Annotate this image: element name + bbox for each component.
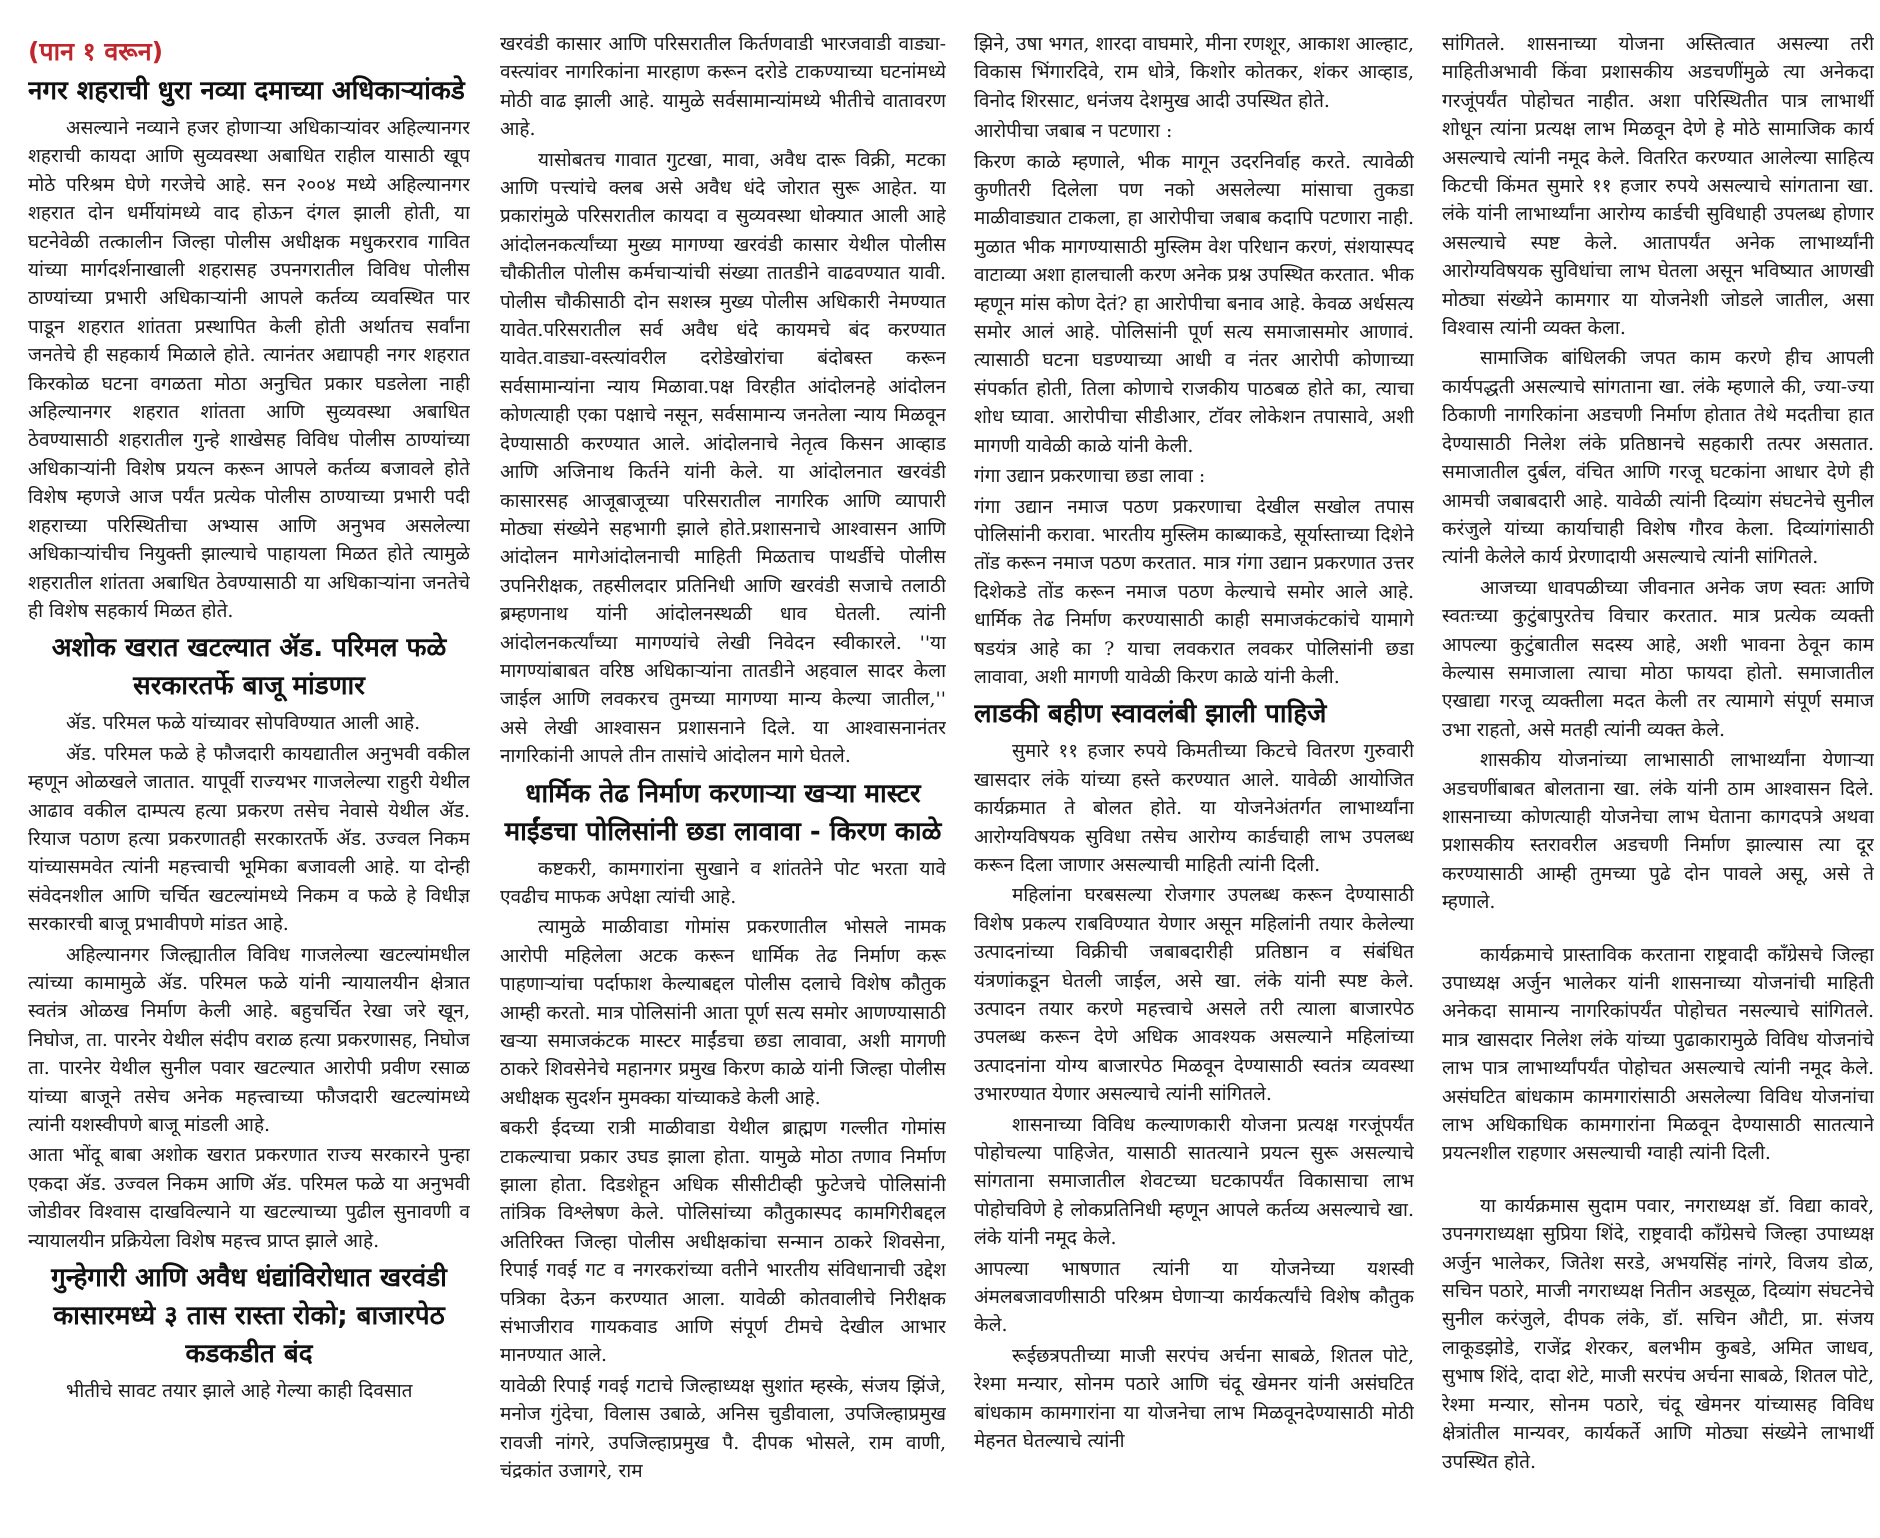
paragraph: यासोबतच गावात गुटखा, मावा, अवैध दारू विक्री, मटका आणि पत्त्यांचे क्लब असे अवैध धंदे जोरात सुरू आहेत. या प्रकारांमुळे परिसरातील कायदा व सुव्यवस्था धोक्यात आली आहे आंदोलनकर्त्यांच्या मुख्य मागण्या खरवंडी कासार येथील पोलीस चौकीतील पोलीस कर्मचाऱ्यांची संख्या तातडीने वाढवण्यात यावी. पोलीस चौकीसाठी दोन सशस्त्र मुख्य पोलीस अधिकारी नेमण्यात यावेत.परिसरातील सर्व अवैध धंदे कायमचे बंद करण्यात यावेत.वाड्या-वस्त्यांवरील दरोडेखोरांचा बंदोबस्त करून सर्वसामान्यांना न्याय मिळावा.पक्ष विरहीत आंदोलनहे आंदोलन कोणत्याही एका पक्षाचे नसून, सर्वसामान्य जनतेला न्याय मिळवून देण्यासाठी करण्यात आले. आंदोलनाचे नेतृत्व किसन आव्हाड आणि अजिनाथ किर्तने यांनी केले. या आंदोलनात खरवंडी कासारसह आजूबाजूच्या परिसरातील नागरिक आणि व्यापारी मोठ्या संख्येने सहभागी झाले होते.प्रशासनाचे आश्वासन आणि आंदोलन मागेआंदोलनाची माहिती मिळताच पाथर्डीचे पोलीस उपनिरीक्षक, तहसीलदार प्रतिनिधी आणि खरवंडी सजाचे तलाठी ब्रम्हणनाथ यांनी आंदोलनस्थळी धाव घेतली. त्यांनी आंदोलनकर्त्यांच्या मागण्यांचे लेखी निवेदन स्वीकारले. ''या मागण्यांबाबत वरिष्ठ अधिकाऱ्यांना तातडीने अहवाल सादर केला जाईल आणि लवकरच तुमच्या मागण्या मान्य केल्या जातील,'' असे लेखी आश्वासन प्रशासनाने दिले. या आश्वासनानंतर नागरिकांनी आपले तीन तासांचे आंदोलन मागे घेतले. [500, 148, 946, 768]
paragraph: शासनाच्या विविध कल्याणकारी योजना प्रत्यक्ष गरजूंपर्यंत पोहोचल्या पाहिजेत, यासाठी सातत्याने प्रयत्न सुरू असल्याचे सांगताना समाजातील शेवटच्या घटकापर्यंत विकासाचा लाभ पोहोचविणे हे लोकप्रतिनिधी म्हणून आपले कर्तव्य असल्याचे खा. लंके यांनी नमूद केले. [974, 1113, 1414, 1250]
paragraph: किरण काळे म्हणाले, भीक मागून उदरनिर्वाह करते. त्यावेळी कुणीतरी दिलेला पण नको असलेल्या मांसाचा तुकडा माळीवाड्यात टाकला, हा आरोपीचा जबाब कदापि पटणारा नाही. मुळात भीक मागण्यासाठी मुस्लिम वेश परिधान करणं, संशयास्पद वाटाव्या अशा हालचाली करण अनेक प्रश्न उपस्थित करतात. भीक म्हणून मांस कोण देतं? हा आरोपीचा बनाव आहे. केवळ अर्धसत्य समोर आलं आहे. पोलिसांनी पूर्ण सत्य समाजासमोर आणावं. त्यासाठी घटना घडण्याच्या आधी व नंतर आरोपी कोणाच्या संपर्कात होती, तिला कोणाचे राजकीय पाठबळ होते का, त्याचा शोध घ्यावा. आरोपीचा सीडीआर, टॉवर लोकेशन तपासावे, अशी मागणी यावेळी काळे यांनी केली. [974, 150, 1414, 457]
paragraph: बकरी ईदच्या रात्री माळीवाडा येथील ब्राह्मण गल्लीत गोमांस टाकल्याचा प्रकार उघड झाला होता. यामुळे मोठा तणाव निर्माण झाला होता. दिडशेहून अधिक सीसीटीव्ही फुटेजचे पोलिसांनी तांत्रिक विश्लेषण केले. पोलिसांच्या कौतुकास्पद कामगिरीबद्दल अतिरिक्त जिल्हा पोलीस अधीक्षकांचा सन्मान ठाकरे शिवसेना, रिपाई गवई गट व नगरकरांच्या वतीने भारतीय संविधानाची उद्देश पत्रिका देऊन करण्यात आला. यावेळी कोतवालीचे निरीक्षक संभाजीराव गायकवाड आणि संपूर्ण टीमचे देखील आभार मानण्यात आले. [500, 1117, 946, 1367]
subheading: आरोपीचा जबाब न पटणारा : [974, 120, 1173, 143]
paragraph: असल्याने नव्याने हजर होणाऱ्या अधिकाऱ्यांवर अहिल्यानगर शहराची कायदा आणि सुव्यवस्था अबाधित राहील यासाठी खूप मोठे परिश्रम घेणे गरजेचे आहे. सन २००४ मध्ये अहिल्यानगर शहरात दोन धर्मीयांमध्ये वाद होऊन दंगल झाली होती, या घटनेवेळी तत्कालीन जिल्हा पोलीस अधीक्षक मधुकरराव गावित यांच्या मार्गदर्शनाखाली शहरासह उपनगरातील विविध पोलीस ठाण्यांच्या प्रभारी अधिकाऱ्यांनी आपले कर्तव्य व्यवस्थित पार पाडून शहरात शांतता प्रस्थापित केली होती अर्थातच सर्वांना जनतेचे ही सहकार्य मिळाले होते. त्यानंतर अद्यापही नगर शहरात किरकोळ घटना वगळता मोठा अनुचित प्रकार घडलेला नाही अहिल्यानगर शहरात शांतता आणि सुव्यवस्था अबाधित ठेवण्यासाठी शहरातील गुन्हे शाखेसह विविध पोलीस ठाण्यांच्या अधिकाऱ्यांनी विशेष प्रयत्न करून आपले कर्तव्य बजावले होते विशेष म्हणजे आज पर्यंत प्रत्येक पोलीस ठाण्याच्या प्रभारी पदी शहराच्या परिस्थितीचा अभ्यास आणि अनुभव असलेल्या अधिकाऱ्यांचीच नियुक्ती झाल्याचे पाहायला मिळत होते त्यामुळे शहरातील शांतता अबाधित ठेवण्यासाठी या अधिकाऱ्यांना जनतेचे ही विशेष सहकार्य मिळत होते. [28, 117, 470, 622]
paragraph: खरवंडी कासार आणि परिसरातील किर्तणवाडी भारजवाडी वाड्या-वस्त्यांवर नागरिकांना मारहाण करून दरोडे टाकण्याच्या घटनांमध्ये मोठी वाढ झाली आहे. यामुळे सर्वसामान्यांमध्ये भीतीचे वातावरण आहे. [500, 33, 946, 141]
paragraph: यावेळी रिपाई गवई गटाचे जिल्हाध्यक्ष सुशांत म्हस्के, संजय झिंजे, मनोज गुंदेचा, विलास उबाळे, अनिस चुडीवाला, उपजिल्हाप्रमुख रावजी नांगरे, उपजिल्हाप्रमुख पै. दीपक भोसले, राम वाणी, चंद्रकांत उजागरे, राम [500, 1374, 946, 1483]
paragraph: झिने, उषा भगत, शारदा वाघमारे, मीना रणशूर, आकाश आल्हाट, विकास भिंगारदिवे, राम धोत्रे, किशोर कोतकर, शंकर आव्हाड, विनोद शिरसाट, धनंजय देशमुख आदी उपस्थित होते. [974, 33, 1414, 112]
paragraph: आपल्या भाषणात त्यांनी या योजनेच्या यशस्वी अंमलबजावणीसाठी परिश्रम घेणाऱ्या कार्यकर्त्यांचे विशेष कौतुक केले. [974, 1257, 1414, 1337]
column-4 [1442, 30, 1874, 1530]
paragraph: ॲड. परिमल फळे यांच्यावर सोपविण्यात आली आहे. [66, 712, 421, 735]
column-2 [500, 30, 946, 1530]
paragraph: आता भोंदू बाबा अशोक खरात प्रकरणात राज्य सरकारने पुन्हा एकदा ॲड. उज्वल निकम आणि ॲड. परिमल फळे या अनुभवी जोडीवर विश्वास दाखविल्याने या खटल्याच्या पुढील सुनावणी व न्यायालयीन प्रक्रियेला विशेष महत्त्व प्राप्त झाले आहे. [28, 1144, 470, 1252]
spacer [1442, 1170, 1874, 1192]
paragraph: शासकीय योजनांच्या लाभासाठी लाभार्थ्यांना येणाऱ्या अडचणींबाबत बोलताना खा. लंके यांनी ठाम आश्वासन दिले. शासनाच्या कोणत्याही योजनेचा लाभ घेताना कागदपत्रे अथवा प्रशासकीय स्तरावरील अडचणी निर्माण झाल्यास त्या दूर करण्यासाठी आम्ही तुमच्या पुढे दोन पावले असू, असे ते म्हणाले. [1442, 749, 1874, 914]
paragraph: अहिल्यानगर जिल्ह्यातील विविध गाजलेल्या खटल्यांमधील त्यांच्या कामामुळे ॲड. परिमल फळे यांनी न्यायालयीन क्षेत्रात स्वतंत्र ओळख निर्माण केली आहे. बहुचर्चित रेखा जरे खून, निघोज, ता. पारनेर येथील संदीप वराळ हत्या प्रकरणासह, निघोज ता. पारनेर येथील सुनील पवार खटल्यात आरोपी प्रवीण रसाळ यांच्या बाजूने तसेच अनेक महत्त्वाच्या फौजदारी खटल्यांमध्ये त्यांनी यशस्वीपणे बाजू मांडली आहे. [28, 943, 470, 1136]
headline-mastermind: धार्मिक तेढ निर्माण करणाऱ्या खऱ्या मास्टर माईंडचा पोलिसांनी छडा लावावा - किरण काळे [504, 778, 942, 847]
paragraph: सामाजिक बांधिलकी जपत काम करणे हीच आपली कार्यपद्धती असल्याचे सांगताना खा. लंके म्हणाले की, ज्या-ज्या ठिकाणी नागरिकांना अडचणी निर्माण होतात तेथे मदतीचा हात देण्यासाठी निलेश लंके प्रतिष्ठानचे सहकारी तत्पर असतात. समाजातील दुर्बल, वंचित आणि गरजू घटकांना आधार देणे ही आमची जबाबदारी आहे. यावेळी त्यांनी दिव्यांग संघटनेचे सुनील करंजुले यांच्या कार्याचाही विशेष गौरव केला. दिव्यांगांसाठी त्यांनी केलेले कार्य प्रेरणादायी असल्याचे त्यांनी सांगितले. [1442, 347, 1874, 569]
headline-ladki-bahin: लाडकी बहीण स्वावलंबी झाली पाहिजे [974, 699, 1327, 730]
paragraph: कष्टकरी, कामगारांना सुखाने व शांततेने पोट भरता यावे एवढीच माफक अपेक्षा त्यांची आहे. [500, 857, 946, 908]
paragraph: या कार्यक्रमास सुदाम पवार, नगराध्यक्ष डॉ. विद्या कावरे, उपनगराध्यक्षा सुप्रिया शिंदे, राष्ट्रवादी काँग्रेसचे जिल्हा उपाध्यक्ष अर्जुन भालेकर, जितेश सरडे, अभयसिंह नांगरे, विजय डोळ, सचिन पठारे, माजी नगराध्यक्ष नितीन अडसूळ, दिव्यांग संघटनेचे सुनील करंजुले, दीपक लंके, डॉ. सचिन औटी, प्रा. संजय लाकूडझोडे, राजेंद्र शेरकर, बलभीम कुबडे, अमित जाधव, सुभाष शिंदे, दादा शेटे, माजी सरपंच अर्चना साबळे, शितल पोटे, रेश्मा मन्यार, सोनम पठारे, चंदू खेमनर यांच्यासह विविध क्षेत्रांतील मान्यवर, कार्यकर्ते आणि मोठ्या संख्येने लाभार्थी उपस्थित होते. [1442, 1194, 1874, 1473]
paragraph: त्यामुळे माळीवाडा गोमांस प्रकरणातील भोसले नामक आरोपी महिलेला अटक करून धार्मिक तेढ निर्माण करू पाहणाऱ्यांचा पर्दाफाश केल्याबद्दल पोलीस दलाचे विशेष कौतुक आम्ही करतो. मात्र पोलिसांनी आता पूर्ण सत्य समोर आणण्यासाठी खऱ्या समाजकंटक मास्टर माईंडचा छडा लावावा, अशी मागणी ठाकरे शिवसेनेचे महानगर प्रमुख किरण काळे यांनी जिल्हा पोलीस अधीक्षक सुदर्शन मुमक्का यांच्याकडे केली आहे. [500, 916, 946, 1109]
continued-from-page-1: (पान १ वरून) [28, 37, 164, 66]
paragraph: गंगा उद्यान नमाज पठण प्रकरणाचा देखील सखोल तपास पोलिसांनी करावा. भारतीय मुस्लिम काब्याकडे, सूर्यास्ताच्या दिशेने तोंड करून नमाज पठण करतात. मात्र गंगा उद्यान प्रकरणात उत्तर दिशेकडे तोंड करून नमाज पठण केल्याचे समोर आले आहे. धार्मिक तेढ निर्माण करण्यासाठी काही समाजकंटकांचे यामागे षडयंत्र आहे का ? याचा लवकरात लवकर पोलिसांनी छडा लावावा, अशी मागणी यावेळी किरण काळे यांनी केली. [974, 495, 1414, 688]
subheading: गंगा उद्यान प्रकरणाचा छडा लावा : [974, 465, 1206, 488]
paragraph: रूईछत्रपतीच्या माजी सरपंच अर्चना साबळे, शितल पोटे, रेश्मा मन्यार, सोनम पठारे आणि चंदू खेमनर यांनी असंघटित बांधकाम कामगारांना या योजनेचा लाभ मिळवूनदेण्यासाठी मोठी मेहनत घेतल्याचे त्यांनी [974, 1344, 1414, 1453]
headline-city-police: नगर शहराची धुरा नव्या दमाच्या अधिकाऱ्यांकडे [28, 76, 465, 106]
paragraph: सुमारे ११ हजार रुपये किमतीच्या किटचे वितरण गुरुवारी खासदार लंके यांच्या हस्ते करण्यात आले. यावेळी आयोजित कार्यक्रमात ते बोलत होते. या योजनेअंतर्गत लाभार्थ्यांना आरोग्यविषयक सुविधा तसेच आरोग्य कार्डचाही लाभ उपलब्ध करून दिला जाणार असल्याची माहिती त्यांनी दिली. [974, 740, 1414, 876]
paragraph: ॲड. परिमल फळे हे फौजदारी कायद्यातील अनुभवी वकील म्हणून ओळखले जातात. यापूर्वी राज्यभर गाजलेल्या राहुरी येथील आढाव वकील दाम्पत्य हत्या प्रकरण तसेच नेवासे येथील ॲड. रियाज पठाण हत्या प्रकरणातही सरकारतर्फे ॲड. उज्वल निकम यांच्यासमवेत त्यांनी महत्त्वाची भूमिका बजावली आहे. या दोन्ही संवेदनशील आणि चर्चित खटल्यांमध्ये निकम व फळे हे विधीज्ञ सरकारची बाजू प्रभावीपणे मांडत आहे. [28, 742, 470, 936]
paragraph: कार्यक्रमाचे प्रास्ताविक करताना राष्ट्रवादी काँग्रेसचे जिल्हा उपाध्यक्ष अर्जुन भालेकर यांनी शासनाच्या योजनांची माहिती अनेकदा सामान्य नागरिकांपर्यंत पोहोचत नसल्याचे सांगितले. मात्र खासदार निलेश लंके यांच्या पुढाकारामुळे विविध योजनांचे लाभ पात्र लाभार्थ्यांपर्यंत पोहोचत असल्याचे त्यांनी नमूद केले. असंघटित बांधकाम कामगारांसाठी असलेल्या विविध योजनांचा लाभ अधिकाधिक कामगारांना मिळवून देण्यासाठी सातत्याने प्रयत्नशील राहणार असल्याची ग्वाही त्यांनी दिली. [1442, 943, 1874, 1165]
column-3 [974, 30, 1414, 1530]
paragraph: महिलांना घरबसल्या रोजगार उपलब्ध करून देण्यासाठी विशेष प्रकल्प राबविण्यात येणार असून महिलांनी तयार केलेल्या उत्पादनांच्या विक्रीची जबाबदारीही प्रतिष्ठान व संबंधित यंत्रणांकडून घेतली जाईल, असे खा. लंके यांनी स्पष्ट केले. उत्पादन तयार करणे महत्त्वाचे असले तरी त्याला बाजारपेठ उपलब्ध करून देणे अधिक आवश्यक असल्याने महिलांच्या उत्पादनांना योग्य बाजारपेठ मिळवून देण्यासाठी स्वतंत्र व्यवस्था उभारण्यात येणार असल्याचे त्यांनी सांगितले. [974, 884, 1414, 1106]
paragraph: आजच्या धावपळीच्या जीवनात अनेक जण स्वतः आणि स्वतःच्या कुटुंबापुरतेच विचार करतात. मात्र प्रत्येक व्यक्ती आपल्या कुटुंबातील सदस्य आहे, अशी भावना ठेवून काम केल्यास समाजाला त्याचा मोठा फायदा होतो. समाजातील एखाद्या गरजू व्यक्तीला मदत केली तर त्यामागे संपूर्ण समाज उभा राहतो, असे मतही त्यांनी व्यक्त केले. [1442, 576, 1874, 741]
column-1 [28, 30, 470, 1530]
headline-kharat-case: अशोक खरात खटल्यात ॲड. परिमल फळे सरकारतर्फे बाजू मांडणार [51, 633, 447, 702]
paragraph: भीतीचे सावट तयार झाले आहे गेल्या काही दिवसात [66, 1380, 413, 1403]
headline-kharwandi-protest: गुन्हेगारी आणि अवैध धंद्यांविरोधात खरवंडी कासारमध्ये ३ तास रास्ता रोको; बाजारपेठ कडकडीत बंद [51, 1263, 447, 1370]
paragraph: सांगितले. शासनाच्या योजना अस्तित्वात असल्या तरी माहितीअभावी किंवा प्रशासकीय अडचणींमुळे त्या अनेकदा गरजूंपर्यंत पोहोचत नाहीत. अशा परिस्थितीत पात्र लाभार्थी शोधून त्यांना प्रत्यक्ष लाभ मिळवून देणे हे मोठे सामाजिक कार्य असल्याचे त्यांनी नमूद केले. वितरित करण्यात आलेल्या साहित्य किटची किंमत सुमारे ११ हजार रुपये असल्याचे सांगताना खा. लंके यांनी लाभार्थ्यांना आरोग्य कार्डची सुविधाही उपलब्ध होणार असल्याचे स्पष्ट केले. आतापर्यंत अनेक लाभार्थ्यांनी आरोग्यविषयक सुविधांचा लाभ घेतला असून भविष्यात आणखी मोठ्या संख्येने कामगार या योजनेशी जोडले जातील, असा विश्वास त्यांनी व्यक्त केला. [1442, 33, 1874, 340]
spacer [1442, 919, 1874, 941]
